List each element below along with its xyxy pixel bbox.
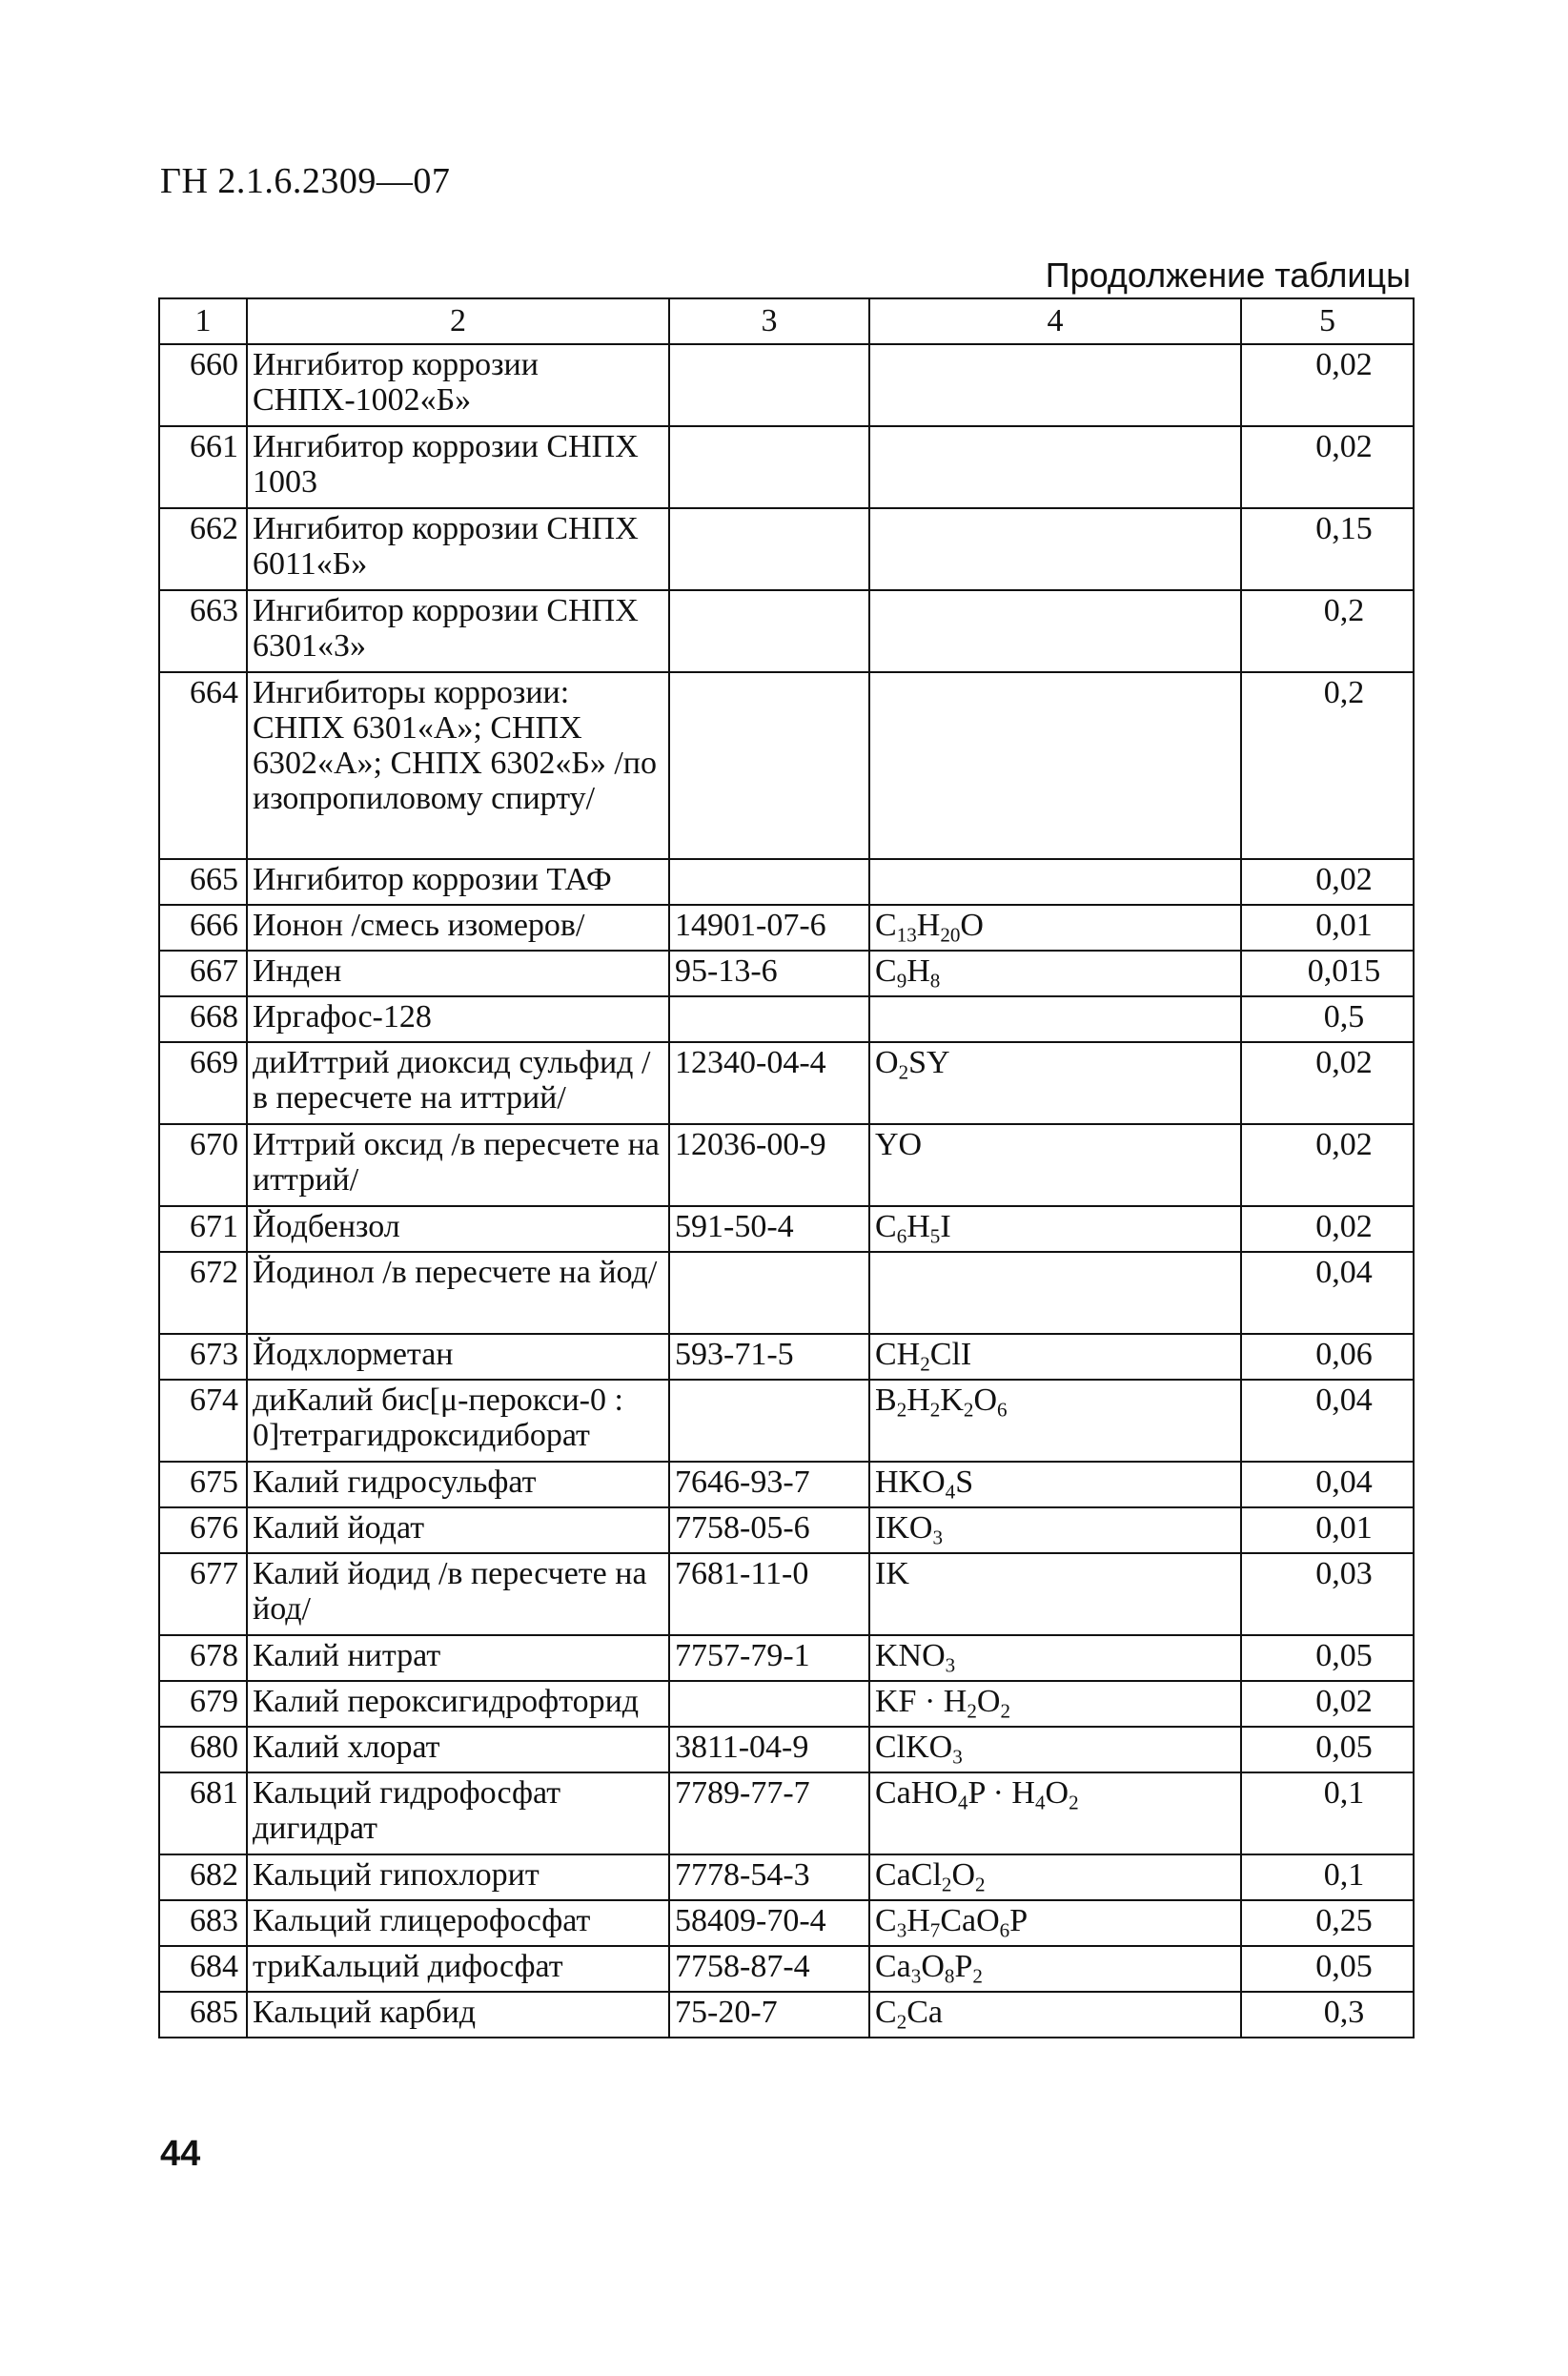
formula-cell: $HKO_4S$ xyxy=(869,1462,1241,1507)
table-row xyxy=(159,859,1414,905)
cas-number-cell: 7681-11-0 xyxy=(669,1553,869,1635)
column-header: 3 xyxy=(669,298,869,344)
cas-number-cell: 7757-79-1 xyxy=(669,1635,869,1681)
cas-number-cell: 3811-04-9 xyxy=(669,1727,869,1772)
row-number-cell: 665 xyxy=(159,859,247,905)
document-code: ГН 2.1.6.2309—07 xyxy=(160,161,451,201)
table-row xyxy=(159,344,1414,426)
limit-value-cell: 0,05 xyxy=(1241,1635,1414,1681)
cas-number-cell xyxy=(669,508,869,590)
table-row xyxy=(159,1635,1414,1681)
formula-cell xyxy=(869,1252,1241,1334)
table-row xyxy=(159,1772,1414,1854)
table-row xyxy=(159,1553,1414,1635)
formula-cell: $O_2SY$ xyxy=(869,1042,1241,1124)
formula-cell xyxy=(869,508,1241,590)
cas-number-cell: 7758-87-4 xyxy=(669,1946,869,1992)
substance-name-cell: Ингибитор коррозии СНПХ-1002«Б» xyxy=(247,344,669,426)
substance-name-cell: Йодинол /в пересчете на йод/ xyxy=(247,1252,669,1334)
limit-value-cell: 0,1 xyxy=(1241,1772,1414,1854)
limit-value-cell: 0,1 xyxy=(1241,1854,1414,1900)
substance-name-cell: Иргафос-128 xyxy=(247,996,669,1042)
limit-value-cell: 0,06 xyxy=(1241,1334,1414,1380)
substance-name-cell: Кальций карбид xyxy=(247,1992,669,2038)
formula-cell xyxy=(869,859,1241,905)
row-number-cell: 667 xyxy=(159,951,247,996)
formula-cell: ClKO$_3$ xyxy=(869,1727,1241,1772)
substance-name-cell: Йодхлорметан xyxy=(247,1334,669,1380)
limit-value-cell: 0,05 xyxy=(1241,1946,1414,1992)
limit-value-cell: 0,02 xyxy=(1241,426,1414,508)
row-number-cell: 682 xyxy=(159,1854,247,1900)
row-number-cell: 675 xyxy=(159,1462,247,1507)
cas-number-cell: 7789-77-7 xyxy=(669,1772,869,1854)
substance-name-cell: Ионон /смесь изомеров/ xyxy=(247,905,669,951)
limit-value-cell: 0,2 xyxy=(1241,590,1414,672)
substance-name-cell: Иттрий оксид /в пересчете на иттрий/ xyxy=(247,1124,669,1206)
limit-value-cell: 0,04 xyxy=(1241,1462,1414,1507)
formula-cell: $C_6H_5I$ xyxy=(869,1206,1241,1252)
formula-cell xyxy=(869,590,1241,672)
table-row xyxy=(159,996,1414,1042)
row-number-cell: 679 xyxy=(159,1681,247,1727)
substance-name-cell: Ингибитор коррозии СНПХ 6301«З» xyxy=(247,590,669,672)
substance-name-cell: диКалий бис[μ-перокси-0 : 0]тетрагидроксидиборат xyxy=(247,1380,669,1462)
column-header: 1 xyxy=(159,298,247,344)
table-row xyxy=(159,672,1414,859)
substance-name-cell: Калий хлорат xyxy=(247,1727,669,1772)
substance-name-cell: Ингибитор коррозии ТАФ xyxy=(247,859,669,905)
table-row xyxy=(159,1462,1414,1507)
limit-value-cell: 0,015 xyxy=(1241,951,1414,996)
limit-value-cell: 0,02 xyxy=(1241,1042,1414,1124)
limit-value-cell: 0,02 xyxy=(1241,344,1414,426)
cas-number-cell: 7778-54-3 xyxy=(669,1854,869,1900)
formula-cell: $C_2Ca$ xyxy=(869,1992,1241,2038)
row-number-cell: 674 xyxy=(159,1380,247,1462)
table-row xyxy=(159,1042,1414,1124)
substance-name-cell: Кальций глицерофосфат xyxy=(247,1900,669,1946)
cas-number-cell xyxy=(669,996,869,1042)
substances-table xyxy=(158,297,1415,2038)
row-number-cell: 683 xyxy=(159,1900,247,1946)
table-row xyxy=(159,426,1414,508)
row-number-cell: 685 xyxy=(159,1992,247,2038)
limit-value-cell: 0,04 xyxy=(1241,1252,1414,1334)
substance-name-cell: Калий нитрат xyxy=(247,1635,669,1681)
limit-value-cell: 0,05 xyxy=(1241,1727,1414,1772)
table-row xyxy=(159,951,1414,996)
cas-number-cell xyxy=(669,344,869,426)
substance-name-cell: Кальций гипохлорит xyxy=(247,1854,669,1900)
cas-number-cell: 7646-93-7 xyxy=(669,1462,869,1507)
substance-name-cell: Ингибиторы коррозии: СНПХ 6301«А»; СНПХ 6302«А»; СНПХ 6302«Б» /по изопропиловому спирту/ xyxy=(247,672,669,859)
formula-cell: $Ca_3O_8P_2$ xyxy=(869,1946,1241,1992)
table-row xyxy=(159,508,1414,590)
row-number-cell: 663 xyxy=(159,590,247,672)
cas-number-cell: 593-71-5 xyxy=(669,1334,869,1380)
cas-number-cell xyxy=(669,859,869,905)
table-row xyxy=(159,590,1414,672)
table-row xyxy=(159,1900,1414,1946)
formula-cell: $C_3H_7CaO_6P$ xyxy=(869,1900,1241,1946)
row-number-cell: 671 xyxy=(159,1206,247,1252)
table-row xyxy=(159,1334,1414,1380)
cas-number-cell xyxy=(669,426,869,508)
table-row xyxy=(159,1124,1414,1206)
formula-cell: YO xyxy=(869,1124,1241,1206)
formula-cell: $B_2H_2K_2O_6$ xyxy=(869,1380,1241,1462)
page-number: 44 xyxy=(160,2134,201,2174)
cas-number-cell: 14901-07-6 xyxy=(669,905,869,951)
table-row xyxy=(159,1727,1414,1772)
formula-cell xyxy=(869,426,1241,508)
formula-cell: KF · $H_2O_2$ xyxy=(869,1681,1241,1727)
row-number-cell: 668 xyxy=(159,996,247,1042)
cas-number-cell xyxy=(669,590,869,672)
substance-name-cell: Ингибитор коррозии СНПХ 6011«Б» xyxy=(247,508,669,590)
substance-name-cell: Йодбензол xyxy=(247,1206,669,1252)
row-number-cell: 670 xyxy=(159,1124,247,1206)
limit-value-cell: 0,5 xyxy=(1241,996,1414,1042)
table-row xyxy=(159,1252,1414,1334)
formula-cell: CaHO$_4$P · $H_4O_2$ xyxy=(869,1772,1241,1854)
table-row xyxy=(159,1854,1414,1900)
limit-value-cell: 0,3 xyxy=(1241,1992,1414,2038)
row-number-cell: 669 xyxy=(159,1042,247,1124)
cas-number-cell xyxy=(669,1252,869,1334)
table-row xyxy=(159,1681,1414,1727)
limit-value-cell: 0,02 xyxy=(1241,1206,1414,1252)
row-number-cell: 666 xyxy=(159,905,247,951)
table-row xyxy=(159,1507,1414,1553)
formula-cell: IK xyxy=(869,1553,1241,1635)
formula-cell: $IKO_3$ xyxy=(869,1507,1241,1553)
substance-name-cell: Калий йодат xyxy=(247,1507,669,1553)
formula-cell: $CH_2ClI$ xyxy=(869,1334,1241,1380)
table-row xyxy=(159,1380,1414,1462)
row-number-cell: 680 xyxy=(159,1727,247,1772)
cas-number-cell xyxy=(669,1380,869,1462)
cas-number-cell: 58409-70-4 xyxy=(669,1900,869,1946)
row-number-cell: 661 xyxy=(159,426,247,508)
formula-cell xyxy=(869,344,1241,426)
column-header: 5 xyxy=(1241,298,1414,344)
row-number-cell: 662 xyxy=(159,508,247,590)
limit-value-cell: 0,01 xyxy=(1241,905,1414,951)
table-continuation-label: Продолжение таблицы xyxy=(1045,256,1411,295)
limit-value-cell: 0,02 xyxy=(1241,1681,1414,1727)
cas-number-cell: 12340-04-4 xyxy=(669,1042,869,1124)
cas-number-cell: 12036-00-9 xyxy=(669,1124,869,1206)
limit-value-cell: 0,02 xyxy=(1241,859,1414,905)
formula-cell: $CaCl_2O_2$ xyxy=(869,1854,1241,1900)
table-row xyxy=(159,1946,1414,1992)
limit-value-cell: 0,02 xyxy=(1241,1124,1414,1206)
substance-name-cell: диИттрий диоксид сульфид /в пересчете на иттрий/ xyxy=(247,1042,669,1124)
substance-name-cell: Кальций гидрофосфат дигидрат xyxy=(247,1772,669,1854)
formula-cell xyxy=(869,996,1241,1042)
column-header: 2 xyxy=(247,298,669,344)
cas-number-cell: 95-13-6 xyxy=(669,951,869,996)
table-body xyxy=(159,298,1414,2038)
substance-name-cell: триКальций дифосфат xyxy=(247,1946,669,1992)
cas-number-cell: 591-50-4 xyxy=(669,1206,869,1252)
substance-name-cell: Калий йодид /в пересчете на йод/ xyxy=(247,1553,669,1635)
table-row xyxy=(159,1992,1414,2038)
limit-value-cell: 0,01 xyxy=(1241,1507,1414,1553)
column-header: 4 xyxy=(869,298,1241,344)
row-number-cell: 677 xyxy=(159,1553,247,1635)
row-number-cell: 678 xyxy=(159,1635,247,1681)
formula-cell: $KNO_3$ xyxy=(869,1635,1241,1681)
cas-number-cell: 7758-05-6 xyxy=(669,1507,869,1553)
table-row xyxy=(159,905,1414,951)
table-row xyxy=(159,1206,1414,1252)
row-number-cell: 673 xyxy=(159,1334,247,1380)
formula-cell: $C_{13}H_{20}O$ xyxy=(869,905,1241,951)
row-number-cell: 672 xyxy=(159,1252,247,1334)
cas-number-cell: 75-20-7 xyxy=(669,1992,869,2038)
limit-value-cell: 0,2 xyxy=(1241,672,1414,859)
row-number-cell: 664 xyxy=(159,672,247,859)
limit-value-cell: 0,04 xyxy=(1241,1380,1414,1462)
substance-name-cell: Калий пероксигидрофторид xyxy=(247,1681,669,1727)
limit-value-cell: 0,15 xyxy=(1241,508,1414,590)
cas-number-cell xyxy=(669,1681,869,1727)
table-header-row xyxy=(159,298,1414,344)
limit-value-cell: 0,25 xyxy=(1241,1900,1414,1946)
substance-name-cell: Калий гидросульфат xyxy=(247,1462,669,1507)
cas-number-cell xyxy=(669,672,869,859)
substance-name-cell: Ингибитор коррозии СНПХ 1003 xyxy=(247,426,669,508)
substance-name-cell: Инден xyxy=(247,951,669,996)
row-number-cell: 660 xyxy=(159,344,247,426)
limit-value-cell: 0,03 xyxy=(1241,1553,1414,1635)
formula-cell xyxy=(869,672,1241,859)
formula-cell: $C_9H_8$ xyxy=(869,951,1241,996)
row-number-cell: 676 xyxy=(159,1507,247,1553)
row-number-cell: 681 xyxy=(159,1772,247,1854)
row-number-cell: 684 xyxy=(159,1946,247,1992)
